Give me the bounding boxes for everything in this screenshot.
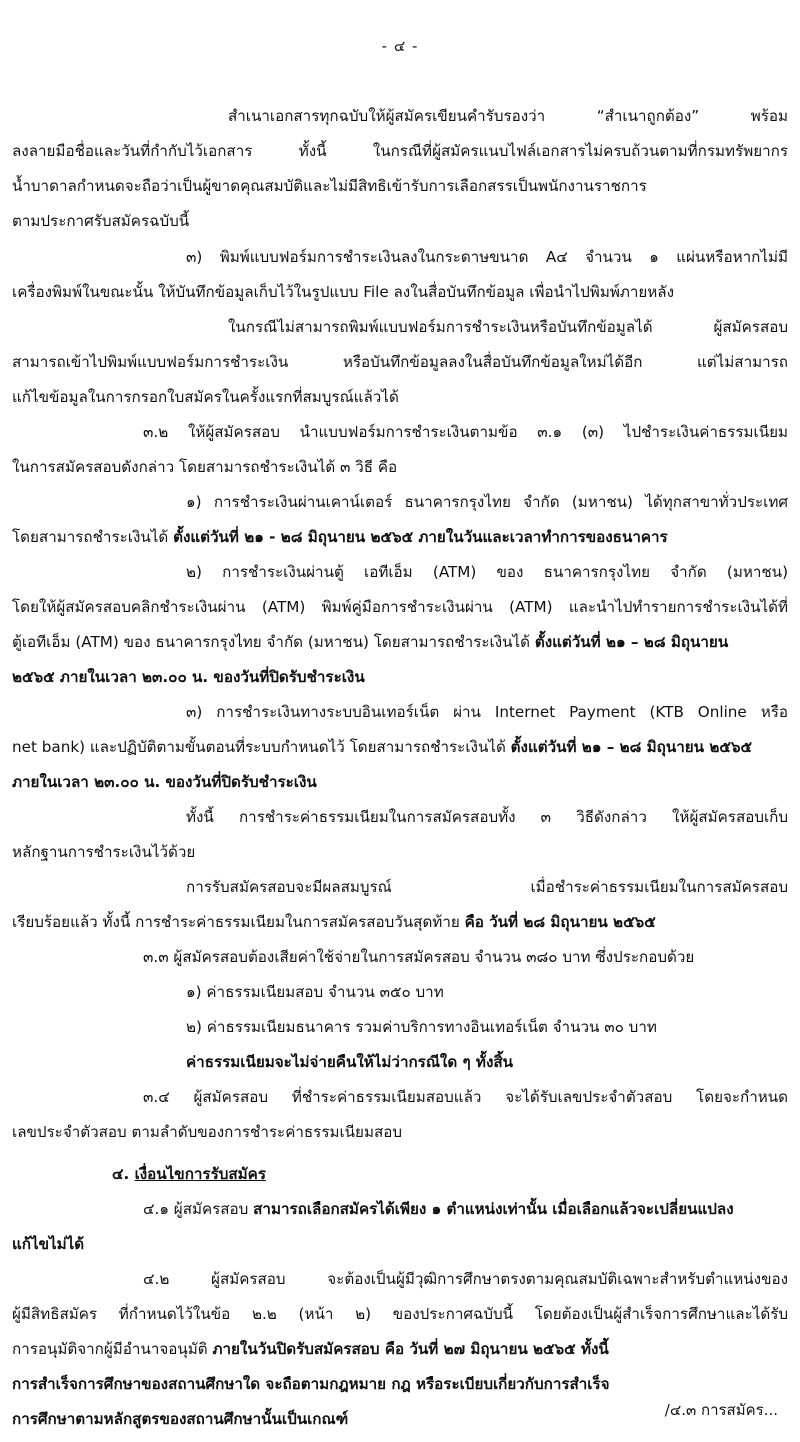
para-line: การรับสมัครสอบจะมีผลสมบูรณ์ เมื่อชำระค่าธรรมเนียมในการสมัครสอบ (186, 878, 788, 896)
para-line: ๓.๒ ให้ผู้สมัครสอบ นำแบบฟอร์มการชำระเงินตามข้อ ๓.๑ (๓) ไปชำระเงินค่าธรรมเนียม (143, 423, 788, 441)
para-line: ในกรณีไม่สามารถพิมพ์แบบฟอร์มการชำระเงินหรือบันทึกข้อมูลได้ ผู้สมัครสอบ (228, 318, 788, 336)
para-line: ในการสมัครสอบดังกล่าว โดยสามารถชำระเงินได้ ๓ วิธี คือ (12, 458, 398, 476)
para-line: ๓) การชำระเงินทางระบบอินเทอร์เน็ต ผ่าน Internet Payment (KTB Online หรือ (186, 703, 788, 721)
para-line: net bank) และปฏิบัติตามขั้นตอนที่ระบบกำหนดไว้ โดยสามารถชำระเงินได้ ตั้งแต่วันที่ ๒๑ – ๒๘ มิถุนายน ๒๕๖๕ (12, 738, 752, 756)
para-line: แก้ไขข้อมูลในการกรอกใบสมัครในครั้งแรกที่สมบูรณ์แล้วได้ (12, 388, 399, 406)
page-number: - ๔ - (381, 37, 419, 55)
para-line: ๒) ค่าธรรมเนียมธนาคาร รวมค่าบริการทางอินเทอร์เน็ต จำนวน ๓๐ บาท (186, 1018, 657, 1036)
para-line: ๒) การชำระเงินผ่านตู้ เอทีเอ็ม (ATM) ของ ธนาคารกรุงไทย จำกัด (มหาชน) (186, 563, 788, 581)
para-line: เรียบร้อยแล้ว ทั้งนี้ การชำระค่าธรรมเนียมในการสมัครสอบวันสุดท้าย คือ วันที่ ๒๘ มิถุนายน ๒๕๖๕ (12, 913, 656, 931)
para-line: หลักฐานการชำระเงินไว้ด้วย (12, 843, 196, 861)
para-line: สามารถเข้าไปพิมพ์แบบฟอร์มการชำระเงิน หรือบันทึกข้อมูลลงในสื่อบันทึกข้อมูลใหม่ได้อีก แต่ไม่สามารถ (12, 353, 788, 371)
para-line: ตู้เอทีเอ็ม (ATM) ของ ธนาคารกรุงไทย จำกัด (มหาชน) โดยสามารถชำระเงินได้ ตั้งแต่วันที่ ๒๑ – ๒๘ มิถุนายน (12, 633, 729, 651)
para-line: สำเนาเอกสารทุกฉบับให้ผู้สมัครเขียนคำรับรองว่า “สำเนาถูกต้อง” พร้อม (228, 107, 788, 125)
para-line: แก้ไขไม่ได้ (12, 1235, 85, 1253)
continuation-note: /๔.๓ การสมัคร... (664, 1401, 778, 1419)
para-line: เครื่องพิมพ์ในขณะนั้น ให้บันทึกข้อมูลเก็บไว้ในรูปแบบ File ลงในสื่อบันทึกข้อมูล เพื่อนำไปพิมพ์ภายหลัง (12, 283, 675, 301)
para-line: น้ำบาดาลกำหนดจะถือว่าเป็นผู้ขาดคุณสมบัติและไม่มีสิทธิเข้ารับการเลือกสรรเป็นพนักงานราชการ (12, 177, 647, 195)
para-line: การอนุมัติจากผู้มีอำนาจอนุมัติ ภายในวันปิดรับสมัครสอบ คือ วันที่ ๒๗ มิถุนายน ๒๕๖๕ ทั้งนี้ (12, 1340, 609, 1358)
para-line: ตามประกาศรับสมัครฉบับนี้ (12, 212, 190, 230)
para-line: การศึกษาตามหลักสูตรของสถานศึกษานั้นเป็นเกณฑ์ (12, 1410, 349, 1428)
para-line: ค่าธรรมเนียมจะไม่จ่ายคืนให้ไม่ว่ากรณีใด ๆ ทั้งสิ้น (186, 1053, 514, 1071)
para-line: ๑) การชำระเงินผ่านเคาน์เตอร์ ธนาคารกรุงไทย จำกัด (มหาชน) ได้ทุกสาขาทั่วประเทศ (186, 493, 788, 511)
section-heading: ๔. เงื่อนไขการรับสมัคร (112, 1165, 266, 1183)
para-line: ๓) พิมพ์แบบฟอร์มการชำระเงินลงในกระดาษขนาด A๔ จำนวน ๑ แผ่นหรือหากไม่มี (186, 248, 788, 266)
para-line: โดยให้ผู้สมัครสอบคลิกชำระเงินผ่าน (ATM) พิมพ์คู่มือการชำระเงินผ่าน (ATM) และนำไปทำรายการชำระเงินได้ที่ (12, 598, 788, 616)
para-line: การสำเร็จการศึกษาของสถานศึกษาใด จะถือตามกฎหมาย กฎ หรือระเบียบเกี่ยวกับการสำเร็จ (12, 1375, 610, 1393)
para-line: ๔.๒ ผู้สมัครสอบ จะต้องเป็นผู้มีวุฒิการศึกษาตรงตามคุณสมบัติเฉพาะสำหรับตำแหน่งของ (143, 1270, 788, 1288)
para-line: ๒๕๖๕ ภายในเวลา ๒๓.๐๐ น. ของวันที่ปิดรับชำระเงิน (12, 668, 365, 686)
para-line: ผู้มีสิทธิสมัคร ที่กำหนดไว้ในข้อ ๒.๒ (หน้า ๒) ของประกาศฉบับนี้ โดยต้องเป็นผู้สำเร็จการศึกษาและได้รับ (12, 1305, 788, 1323)
para-line: โดยสามารถชำระเงินได้ ตั้งแต่วันที่ ๒๑ - ๒๘ มิถุนายน ๒๕๖๕ ภายในวันและเวลาทำการของธนาคาร (12, 528, 668, 546)
para-line: ภายในเวลา ๒๓.๐๐ น. ของวันที่ปิดรับชำระเงิน (12, 773, 317, 791)
para-line: ๓.๔ ผู้สมัครสอบ ที่ชำระค่าธรรมเนียมสอบแล้ว จะได้รับเลขประจำตัวสอบ โดยจะกำหนด (143, 1088, 788, 1106)
para-line: ๑) ค่าธรรมเนียมสอบ จำนวน ๓๕๐ บาท (186, 983, 444, 1001)
para-line: ลงลายมือชื่อและวันที่กำกับไว้เอกสาร ทั้งนี้ ในกรณีที่ผู้สมัครแนบไฟล์เอกสารไม่ครบถ้วนตามที่กรมทรัพยากร (12, 142, 788, 160)
para-line: ๔.๑ ผู้สมัครสอบ สามารถเลือกสมัครได้เพียง ๑ ตำแหน่งเท่านั้น เมื่อเลือกแล้วจะเปลี่ยนแปลง (143, 1200, 734, 1218)
para-line: ๓.๓ ผู้สมัครสอบต้องเสียค่าใช้จ่ายในการสมัครสอบ จำนวน ๓๘๐ บาท ซึ่งประกอบด้วย (143, 948, 695, 966)
para-line: ทั้งนี้ การชำระค่าธรรมเนียมในการสมัครสอบทั้ง ๓ วิธีดังกล่าว ให้ผู้สมัครสอบเก็บ (186, 808, 788, 826)
para-line: เลขประจำตัวสอบ ตามลำดับของการชำระค่าธรรมเนียมสอบ (12, 1123, 403, 1141)
